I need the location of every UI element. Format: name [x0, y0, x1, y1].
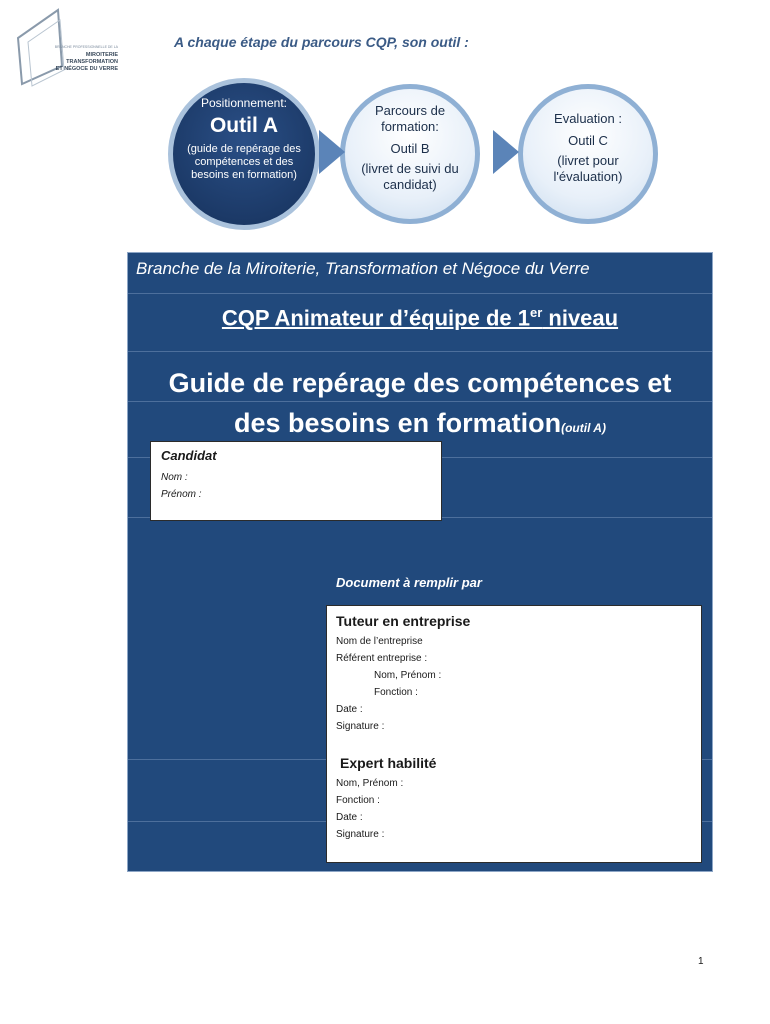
cqp-title-prefix: CQP Animateur d’équipe de 1 — [221, 305, 530, 331]
step1-tool: Outil A — [209, 114, 279, 137]
tuteur-signature: Signature : — [336, 721, 385, 732]
guide-title-line2-text: des besoins en formation — [234, 408, 562, 438]
expert-date: Date : — [336, 812, 363, 823]
candidat-box — [150, 441, 442, 521]
logo-line-3: ET NÉGOCE DU VERRE — [55, 66, 118, 72]
step2-desc: (livret de suivi du candidat) — [361, 161, 459, 192]
guide-title — [128, 363, 712, 448]
step1-desc: (guide de repérage des compétences et des besoins en formation) — [187, 143, 301, 181]
step3-tool: Outil C — [568, 133, 608, 148]
intro-text: A chaque étape du parcours CQP, son outil : — [174, 34, 469, 50]
step-evaluation — [518, 84, 658, 224]
logo-line-2: TRANSFORMATION — [66, 59, 118, 65]
step2-tool: Outil B — [390, 141, 430, 156]
branch-title: Branche de la Miroiterie, Transformation et Négoce du Verre — [136, 259, 590, 278]
logo-tiny-text: BRANCHE PROFESSIONNELLE DE LA — [54, 45, 118, 49]
cqp-title-suffix: niveau — [542, 305, 619, 331]
tuteur-fonction: Fonction : — [374, 687, 418, 698]
cqp-title-sup: er — [529, 305, 543, 320]
process-diagram — [160, 74, 680, 234]
tuteur-entreprise: Nom de l’entreprise — [336, 636, 423, 647]
expert-fonction: Fonction : — [336, 795, 380, 806]
divider — [128, 351, 712, 352]
candidat-heading: Candidat — [161, 448, 217, 463]
guide-title-line1: Guide de repérage des compétences et — [168, 368, 672, 398]
expert-nom-prenom: Nom, Prénom : — [336, 778, 404, 789]
step1-label: Positionnement: — [200, 96, 288, 110]
tuteur-referent: Référent entreprise : — [336, 653, 428, 664]
arrow-right-icon — [493, 130, 519, 174]
candidat-prenom: Prénom : — [161, 489, 202, 500]
arrow-right-icon — [319, 130, 345, 174]
step-positionnement — [168, 78, 320, 230]
tuteur-nom-prenom: Nom, Prénom : — [374, 670, 442, 681]
document-fill-by: Document à remplir par — [336, 575, 482, 590]
divider — [128, 293, 712, 294]
step3-desc: (livret pour l'évaluation) — [553, 153, 623, 184]
tuteur-expert-box — [326, 605, 702, 863]
expert-signature: Signature : — [336, 829, 385, 840]
page-number: 1 — [698, 956, 704, 967]
branch-logo — [14, 8, 122, 88]
step3-label: Evaluation : — [554, 111, 622, 126]
step-parcours — [340, 84, 480, 224]
step2-label: Parcours de formation: — [374, 103, 446, 134]
cqp-title — [128, 305, 712, 331]
tuteur-date: Date : — [336, 704, 363, 715]
expert-heading: Expert habilité — [340, 755, 437, 771]
logo-line-1: MIROITERIE — [85, 52, 118, 58]
candidat-nom: Nom : — [161, 472, 188, 483]
tuteur-heading: Tuteur en entreprise — [336, 613, 471, 629]
guide-title-outil: (outil A) — [561, 421, 606, 435]
cover-panel — [127, 252, 713, 872]
